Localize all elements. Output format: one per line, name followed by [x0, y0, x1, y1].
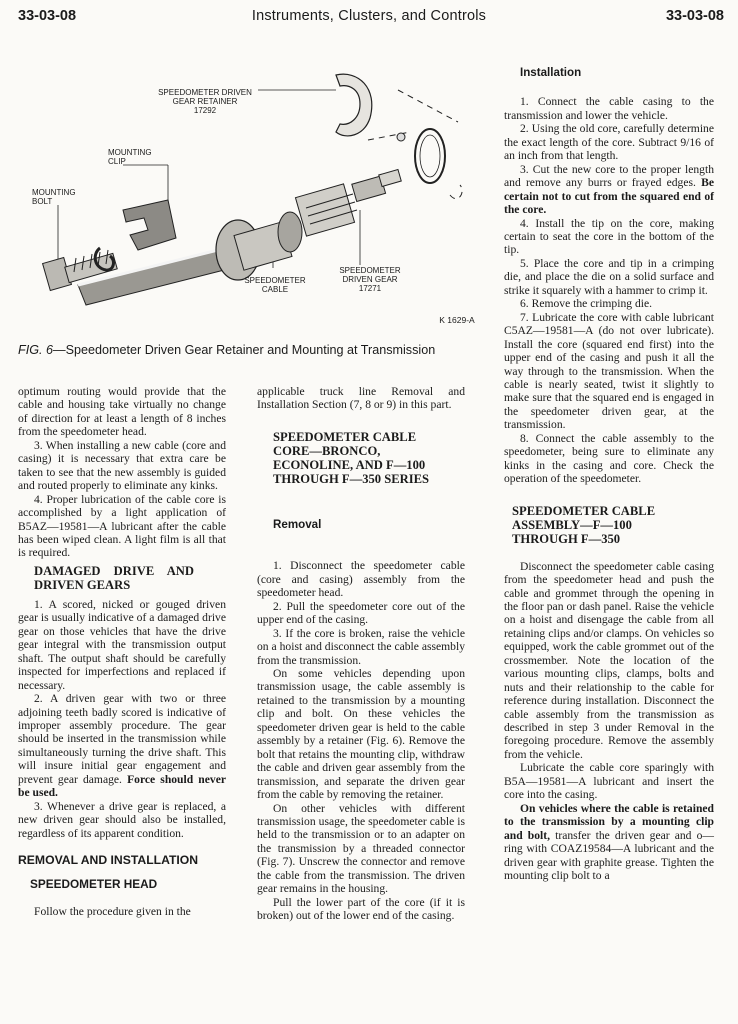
label-mounting-bolt — [32, 188, 92, 206]
paragraph: 5. Place the core and tip in a crimping die, and place the die on a solid surface and strike it squarely with a hammer to crimp it. — [504, 256, 714, 297]
subheading-removal: Removal — [273, 517, 322, 531]
running-header-title: Instruments, Clusters, and Controls — [251, 8, 487, 24]
paragraph: 7. Lubricate the core with cable lubricant C5AZ—19581—A (do not over lubricate). Install the core (squared end first) into the upper end of the casing and push it all the way through to the transmission. When the cable is nearly seated, twist it slightly to make sure that the squared end is engaged in the speedometer driven gear, at the transmission. — [504, 310, 714, 432]
label-line: SPEEDOMETER — [244, 276, 306, 285]
paragraph — [504, 802, 714, 883]
paragraph: 4. Proper lubrication of the cable core is accomplished by a light application of B5AZ—19581—A lubricant after the cable has been wiped clean. A light film is all that is required. — [18, 492, 226, 560]
paragraph: applicable truck line Removal and Installation Section (7, 8 or 9) in this part. — [257, 385, 465, 412]
subheading-installation: Installation — [520, 66, 582, 79]
paragraph: 2. Using the old core, carefully determine the exact length of the core. Subtract 9/16 of an inch from that length. — [504, 122, 714, 163]
label-speedometer-cable — [240, 276, 310, 294]
text-column-right — [504, 66, 714, 882]
paragraph: Disconnect the speedometer cable casing from the speedometer head and push the cable and grommet through the opening in the floor pan or dash panel. Raise the vehicle on a hoist and disengage the cable from all retaining clips and/or clamps. On vehicles so equipped, work the cable grommet out of the crossmember. Note the location of the various mounting clips, clamps, bolts and nuts and their relationship to the cable for reference during installation. Disconnect the cable assembly from the transmission as described in step 3 under Removal in the foregoing procedure. Remove the assembly from the vehicle. — [504, 559, 714, 761]
label-line: 17292 — [193, 106, 217, 115]
label-line: MOUNTING — [32, 188, 76, 197]
paragraph: 3. Whenever a drive gear is replaced, a new driven gear should also be installed, regardless of its apparent condition. — [18, 799, 226, 840]
paragraph: 6. Remove the crimping die. — [520, 297, 653, 311]
section-heading-damaged-gears: DAMAGED DRIVE AND DRIVEN GEARS — [34, 563, 194, 592]
paragraph: 4. Install the tip on the core, making certain to seat the core in the bottom of the tip. — [504, 216, 714, 257]
label-line: 17271 — [358, 284, 382, 293]
paragraph: 1. Disconnect the speedometer cable (core and casing) assembly from the speedometer head. — [257, 559, 465, 600]
figure-code: K 1629-A — [439, 315, 475, 325]
label-line: SPEEDOMETER DRIVEN — [158, 88, 252, 97]
label-line: DRIVEN GEAR — [342, 275, 398, 284]
label-line: BOLT — [32, 197, 53, 206]
paragraph: Pull the lower part of the core (if it is broken) out of the lower end of the casing. — [257, 895, 465, 923]
paragraph: 8. Connect the cable assembly to the speedometer, being sure to eliminate any kinks in the casing and core. Check the operation of the speedometer. — [504, 431, 714, 486]
page-number-left: 33-03-08 — [18, 8, 77, 24]
label-mounting-clip — [108, 148, 168, 166]
label-driven-gear — [330, 266, 410, 293]
label-line: CABLE — [261, 285, 289, 294]
label-gear-retainer — [150, 88, 260, 115]
paragraph: Lubricate the cable core sparingly with B5A—19581—A lubricant and insert the core into the casing. — [504, 761, 714, 802]
text-column-middle — [257, 385, 465, 923]
paragraph: 1. A scored, nicked or gouged driven gear is usually indicative of a damaged drive gear on those vehicles that have the drive gear integral with the transmission output shaft. The output shaft should be carefully inspected for imperfections and replaced if necessary. — [18, 597, 226, 692]
section-heading-cable-core: SPEEDOMETER CABLE CORE—BRONCO, ECONOLINE, AND F—100 THROUGH F—350 SERIES — [273, 429, 430, 486]
label-line: MOUNTING — [108, 148, 152, 157]
paragraph — [18, 692, 226, 800]
page-number-right: 33-03-08 — [665, 8, 724, 24]
paragraph-text: 2. A driven gear with two or three adjoining teeth badly scored is indicative of improper assembly procedure. The gear should be inserted in the transmission while simultaneously turning the drive shaft. This will insure initial gear engagement and prevent gear damage. — [18, 692, 226, 786]
section-heading-removal-installation: REMOVAL AND INSTALLATION — [18, 853, 199, 868]
label-line: CLIP — [108, 157, 126, 166]
text-column-left — [18, 385, 226, 918]
emphasis-text: On vehicles where the cable is retained to the transmission by a mounting clip and bolt, — [504, 801, 714, 842]
paragraph: On other vehicles with different transmission usage, the speedometer cable is held to the transmission or to an adapter on the transmission by a threaded connector (Fig. 7). Unscrew the connector and remove the cable from the transmission. The driven gear remains in the housing. — [257, 801, 465, 896]
paragraph: 1. Connect the cable casing to the transmission and lower the vehicle. — [504, 95, 714, 122]
section-heading-speedometer-head: SPEEDOMETER HEAD — [30, 876, 158, 891]
figure-caption-text: —Speedometer Driven Gear Retainer and Mounting at Transmission — [53, 343, 436, 357]
figure-number: FIG. 6 — [18, 343, 53, 357]
paragraph: Follow the procedure given in the — [34, 904, 191, 918]
warning-text: Force should never be used. — [18, 772, 226, 800]
paragraph-text: 3. Cut the new core to the proper length and remove any burrs or frayed edges. — [504, 162, 714, 190]
figure-caption — [18, 343, 438, 357]
paragraph-text: transfer the driven gear and o—ring with COAZ19584—A lubricant and the driven gear with graphite grease. Tighten the mounting clip bolt to a — [504, 828, 714, 883]
label-line: GEAR RETAINER — [172, 97, 238, 106]
paragraph: On some vehicles depending upon transmission usage, the cable assembly is retained to the transmission by a mounting clip and bolt. On these vehicles the speedometer driven gear is held to the cable assembly by a retainer (Fig. 6). Remove the bolt that retains the mounting clip, withdraw the cable and driven gear assembly from the transmission, and separate the driven gear from the cable by removing the retainer. — [257, 666, 465, 802]
label-line: SPEEDOMETER — [339, 266, 401, 275]
section-heading-cable-assembly: SPEEDOMETER CABLE ASSEMBLY—F—100 THROUGH F—350 — [512, 503, 656, 546]
paragraph — [504, 163, 714, 217]
paragraph: 3. When installing a new cable (core and casing) it is necessary that extra care be taken to see that the new assembly is guided and routed properly to eliminate any kinks. — [18, 438, 226, 493]
paragraph: 3. If the core is broken, raise the vehicle on a hoist and disconnect the cable assembly from the transmission. — [257, 626, 465, 667]
warning-text: Be certain not to cut from the squared end of the core. — [504, 176, 714, 217]
paragraph: optimum routing would provide that the cable and housing take virtually no change of direction for at least a length of 8 inches from the speedometer head. — [18, 385, 226, 439]
paragraph: 2. Pull the speedometer core out of the upper end of the casing. — [257, 599, 465, 627]
